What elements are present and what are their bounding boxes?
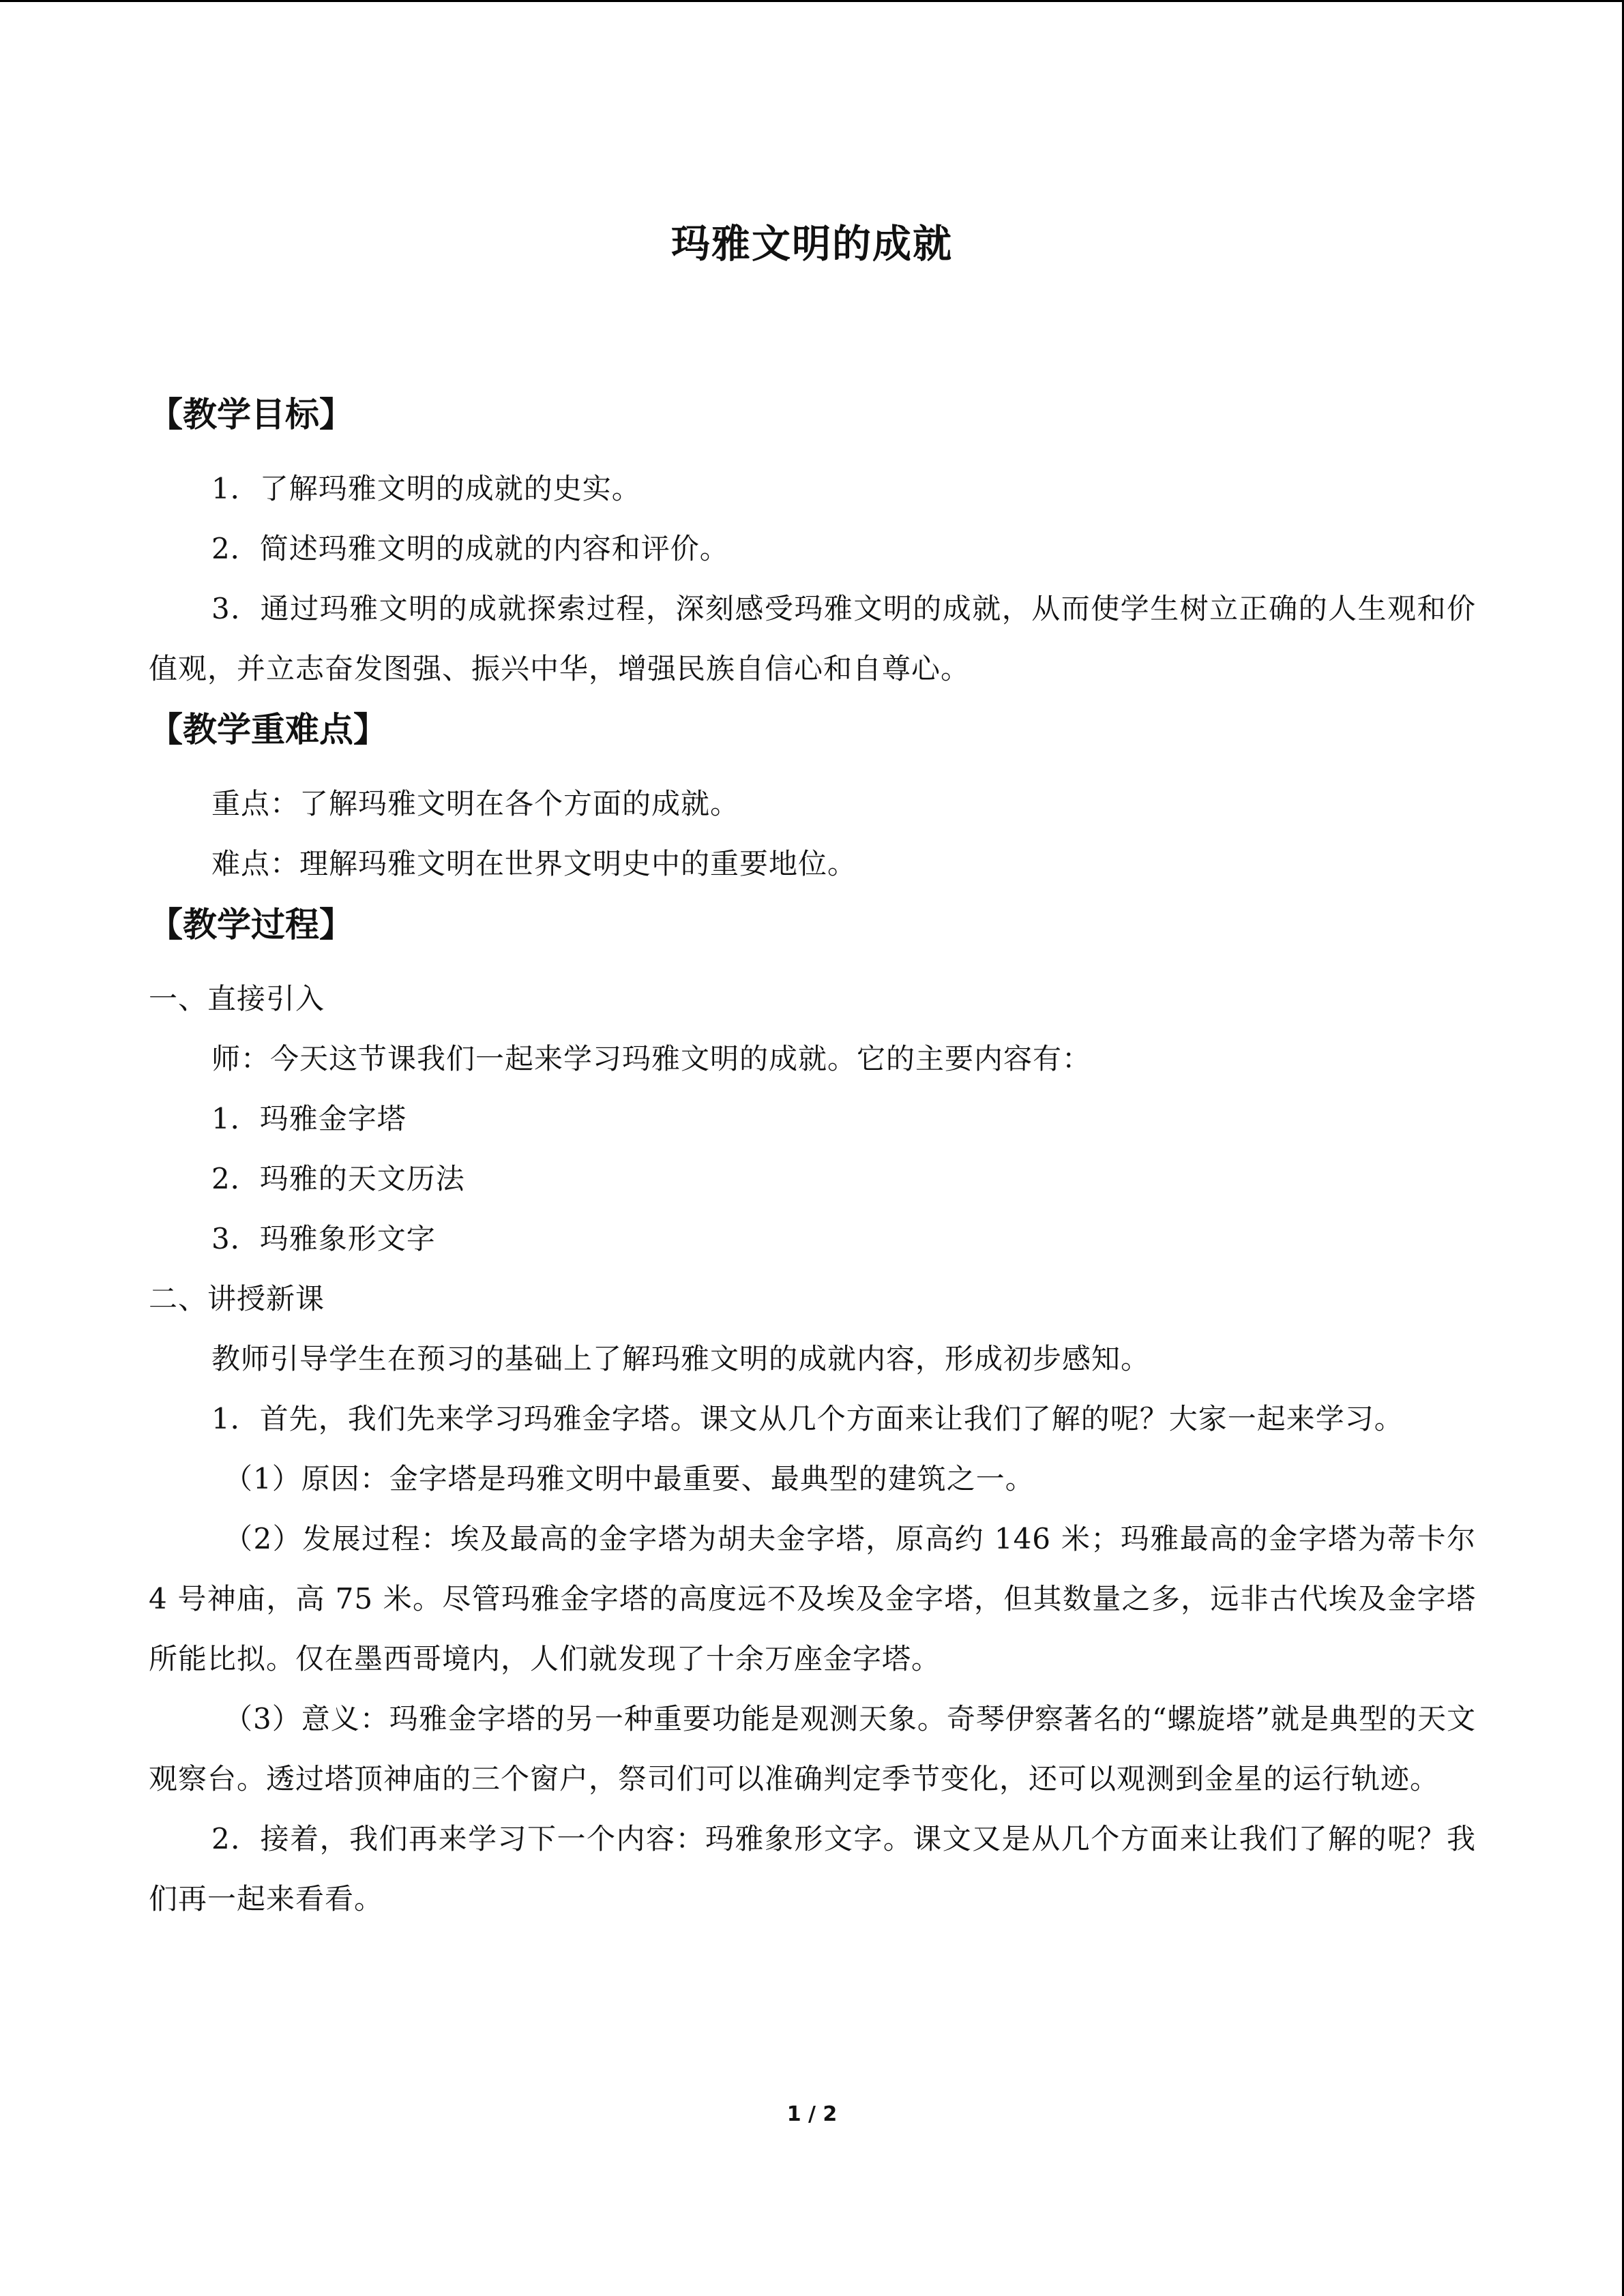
section-heading-keypoints: 【教学重难点】 [149,710,387,749]
process-list-item: 1．玛雅金字塔 [211,1102,407,1135]
section-heading-goals: 【教学目标】 [149,395,353,434]
process-sub-paragraph: （3）意义：玛雅金字塔的另一种重要功能是观测天象。奇琴伊察著名的“螺旋塔”就是典型的天文观察台。透过塔顶神庙的三个窗户，祭司们可以准确判定季节变化，还可以观测到金星的运行轨迹。 [149,1702,1476,1795]
process-paragraph: 1．首先，我们先来学习玛雅金字塔。课文从几个方面来让我们了解的呢？大家一起来学习。 [211,1402,1404,1435]
process-paragraph: 2．接着，我们再来学习下一个内容：玛雅象形文字。课文又是从几个方面来让我们了解的呢？我们再一起来看看。 [149,1822,1476,1915]
process-part-title: 二、讲授新课 [149,1282,325,1315]
process-list-item: 2．玛雅的天文历法 [211,1162,465,1195]
process-sub-paragraph: （1）原因：金字塔是玛雅文明中最重要、最典型的建筑之一。 [224,1462,1035,1495]
goal-item: 3．通过玛雅文明的成就探索过程，深刻感受玛雅文明的成就，从而使学生树立正确的人生观和价值观，并立志奋发图强、振兴中华，增强民族自信心和自尊心。 [149,592,1476,685]
process-list-item: 3．玛雅象形文字 [211,1222,436,1255]
goal-item: 1．了解玛雅文明的成就的史实。 [211,472,641,505]
process-intro: 师：今天这节课我们一起来学习玛雅文明的成就。它的主要内容有： [211,1042,1092,1075]
process-part-title: 一、直接引入 [149,982,325,1015]
document-body [149,384,1476,1929]
section-heading-process: 【教学过程】 [149,905,353,944]
keypoint-item: 重点：了解玛雅文明在各个方面的成就。 [211,787,740,820]
goal-item: 2．简述玛雅文明的成就的内容和评价。 [211,532,729,565]
page-number: 1 / 2 [786,2102,838,2126]
keypoint-item: 难点：理解玛雅文明在世界文明史中的重要地位。 [211,847,857,880]
document-title: 玛雅文明的成就 [671,222,953,267]
process-sub-paragraph: （2）发展过程：埃及最高的金字塔为胡夫金字塔，原高约 146 米；玛雅最高的金字塔为蒂卡尔 4 号神庙，高 75 米。尽管玛雅金字塔的高度远不及埃及金字塔，但其数量之多，远非古代埃及金字塔所能比拟。仅在墨西哥境内，人们就发现了十余万座金字塔。 [149,1522,1476,1675]
process-paragraph: 教师引导学生在预习的基础上了解玛雅文明的成就内容，形成初步感知。 [211,1342,1151,1375]
